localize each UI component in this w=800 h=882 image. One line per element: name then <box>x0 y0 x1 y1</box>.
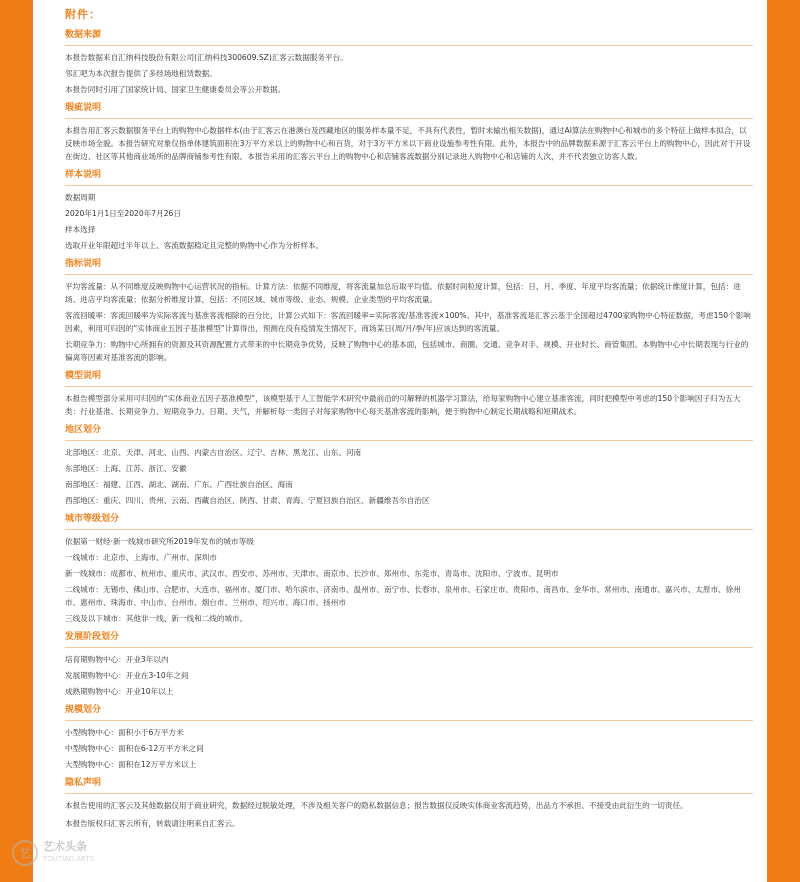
section-paragraph: 数据周期 <box>65 193 96 202</box>
section-paragraph: 一线城市：北京市、上海市、广州市、深圳市 <box>65 553 217 562</box>
section-divider <box>65 529 753 530</box>
section-paragraph: 中型购物中心：面积在6-12万平方米之间 <box>65 744 204 753</box>
section-paragraph: 长期竞争力：购物中心所拥有的资源及其资源配置方式带来的中长期竞争优势，反映了购物中心的基本面，包括城市、商圈、交通、竞争对手、规模、开业时长、商管集团、本购物中心中长期表现与行业的偏离等因素对基准客流的影响。 <box>65 340 749 362</box>
section-paragraph: 二线城市：无锡市、佛山市、合肥市、大连市、福州市、厦门市、哈尔滨市、济南市、温州市、南宁市、长春市、泉州市、石家庄市、贵阳市、南昌市、金华市、常州市、南通市、嘉兴市、太原市、徐州市、惠州市、珠海市、中山市、台州市、烟台市、兰州市、绍兴市、海口市、扬州市 <box>65 585 741 607</box>
section-divider <box>65 440 753 441</box>
section-paragraph: 客流回暖率：客流回暖率为实际客流与基准客流相除的百分比，计算公式如下：客流回暖率=实际客流/基准客流×100%。其中，基准客流是汇客云基于全国超过4700家购物中心特征数据，考虑150个影响因素，利用可归因的“实体商业五因子基准模型”计算得出，预测在没有疫情发生情况下，商场某日(周/月/季/年)应该达到的客流量。 <box>65 311 751 333</box>
section <box>65 424 753 507</box>
section <box>65 258 753 364</box>
section-paragraph: 东部地区：上海、江苏、浙江、安徽 <box>65 464 187 473</box>
section-paragraph: 本报告同时引用了国家统计局、国家卫生健康委员会等公开数据。 <box>65 85 286 94</box>
section-paragraph: 南部地区：福建、江西、湖北、湖南、广东、广西壮族自治区、海南 <box>65 480 293 489</box>
section-paragraph: 邻汇吧为本次报告提供了多经场地租赁数据。 <box>65 69 217 78</box>
section-paragraph: 依据第一财经·新一线城市研究所2019年发布的城市等级 <box>65 537 254 546</box>
section-divider <box>65 647 753 648</box>
section-heading: 数据来源 <box>65 30 102 40</box>
page-title: 附件： <box>65 8 101 21</box>
document-content <box>65 8 753 836</box>
section-divider <box>65 185 753 186</box>
watermark <box>12 840 94 866</box>
section <box>65 169 753 252</box>
section-paragraph: 成熟期购物中心：开业10年以上 <box>65 687 174 696</box>
watermark-logo-icon: 艺 <box>12 840 38 866</box>
section-paragraph: 本报告使用的汇客云及其他数据仅用于商业研究，数据经过脱敏处理，不涉及相关客户的隐私数据信息；报告数据仅反映实体商业客流趋势，出品方不承担、不接受由此衍生的一切责任。 <box>65 801 688 810</box>
section-divider <box>65 720 753 721</box>
watermark-cn: 艺术头条 <box>43 840 87 853</box>
section-heading: 发展阶段划分 <box>65 632 120 642</box>
section-paragraph: 2020年1月1日至2020年7月26日 <box>65 209 181 218</box>
section-paragraph: 本报告用汇客云数据服务平台上的购物中心数据样本(由于汇客云在港澳台及西藏地区的服务样本量不足，不具有代表性，暂时未输出相关数据)，通过AI算法在购物中心和城市的多个特征上做样本拟合，以反映市场全貌。本报告研究对象仅指单体建筑面积在3万平方米以上的购物中心和百货，对于3万平方米以下商业设施参考性有限。此外，本报告中的品牌数据来源于汇客云平台上的购物中心，因此对于开设在街边、社区等其他商业场所的品牌商铺参考性有限。本报告采用的汇客云平台上的购物中心和店铺客流数据分别记录进入购物中心和店铺的人次，并不代表独立访客人数。 <box>65 126 751 161</box>
section <box>65 102 753 163</box>
section <box>65 513 753 625</box>
section-paragraph: 选取开业年限超过半年以上、客流数据稳定且完整的购物中心作为分析样本。 <box>65 241 324 250</box>
section-heading: 指标说明 <box>65 259 102 269</box>
section-paragraph: 样本选择 <box>65 225 96 234</box>
section-heading: 隐私声明 <box>65 778 102 788</box>
sections-container <box>65 29 753 830</box>
watermark-en: TOUTIAO.ARTS <box>43 855 95 863</box>
section-divider <box>65 386 753 387</box>
section-paragraph: 本报告版权归汇客云所有，转载请注明来自汇客云。 <box>65 819 240 828</box>
section-paragraph: 大型购物中心：面积在12万平方米以上 <box>65 760 197 769</box>
section-paragraph: 北部地区：北京、天津、河北、山西、内蒙古自治区、辽宁、吉林、黑龙江、山东、河南 <box>65 448 362 457</box>
section-heading: 模型说明 <box>65 371 102 381</box>
watermark-text <box>43 841 94 865</box>
section-paragraph: 小型购物中心：面积小于6万平方米 <box>65 728 184 737</box>
section-paragraph: 本报告模型部分采用可归因的“实体商业五因子基准模型”，该模型基于人工智能学术研究中最前沿的可解释的机器学习算法，给每家购物中心建立基准客流，同时把模型中考虑的150个影响因子归为五大类：行业基准、长期竞争力、短期竞争力、日期、天气，并解析每一类因子对每家购物中心每天基准客流的影响，便于购物中心制定长期战略和短期战术。 <box>65 394 741 416</box>
section <box>65 370 753 418</box>
section-heading: 样本说明 <box>65 170 102 180</box>
section-paragraph: 新一线城市：成都市、杭州市、重庆市、武汉市、西安市、苏州市、天津市、南京市、长沙市、郑州市、东莞市、青岛市、沈阳市、宁波市、昆明市 <box>65 569 559 578</box>
section-divider <box>65 274 753 275</box>
section-divider <box>65 793 753 794</box>
section-heading: 地区划分 <box>65 425 102 435</box>
section <box>65 777 753 830</box>
document-panel <box>33 0 767 882</box>
section-heading: 规模划分 <box>65 705 102 715</box>
section-paragraph: 平均客流量：从不同维度反映购物中心运营状况的指标。计算方法：依据不同维度，将客流量加总后取平均值。依据时间粒度计算，包括：日、月、季度、年度平均客流量；依据统计维度计算，包括：进场、进店平均客流量；依据分析维度计算，包括：不同区域、城市等级、业态、规模、企业类型的平均客流量。 <box>65 282 741 304</box>
section <box>65 631 753 698</box>
section-divider <box>65 45 753 46</box>
section-paragraph: 三线及以下城市：其他非一线、新一线和二线的城市。 <box>65 614 248 623</box>
section-paragraph: 西部地区：重庆、四川、贵州、云南、西藏自治区、陕西、甘肃、青海、宁夏回族自治区、新疆维吾尔自治区 <box>65 496 430 505</box>
section <box>65 29 753 96</box>
section <box>65 704 753 771</box>
section-paragraph: 培育期购物中心：开业3年以内 <box>65 655 169 664</box>
section-heading: 城市等级划分 <box>65 514 120 524</box>
section-heading: 瑕疵说明 <box>65 103 102 113</box>
section-paragraph: 发展期购物中心：开业在3-10年之间 <box>65 671 189 680</box>
section-paragraph: 本报告数据来自汇纳科技股份有限公司(汇纳科技300609.SZ)汇客云数据服务平台。 <box>65 53 348 62</box>
section-divider <box>65 118 753 119</box>
